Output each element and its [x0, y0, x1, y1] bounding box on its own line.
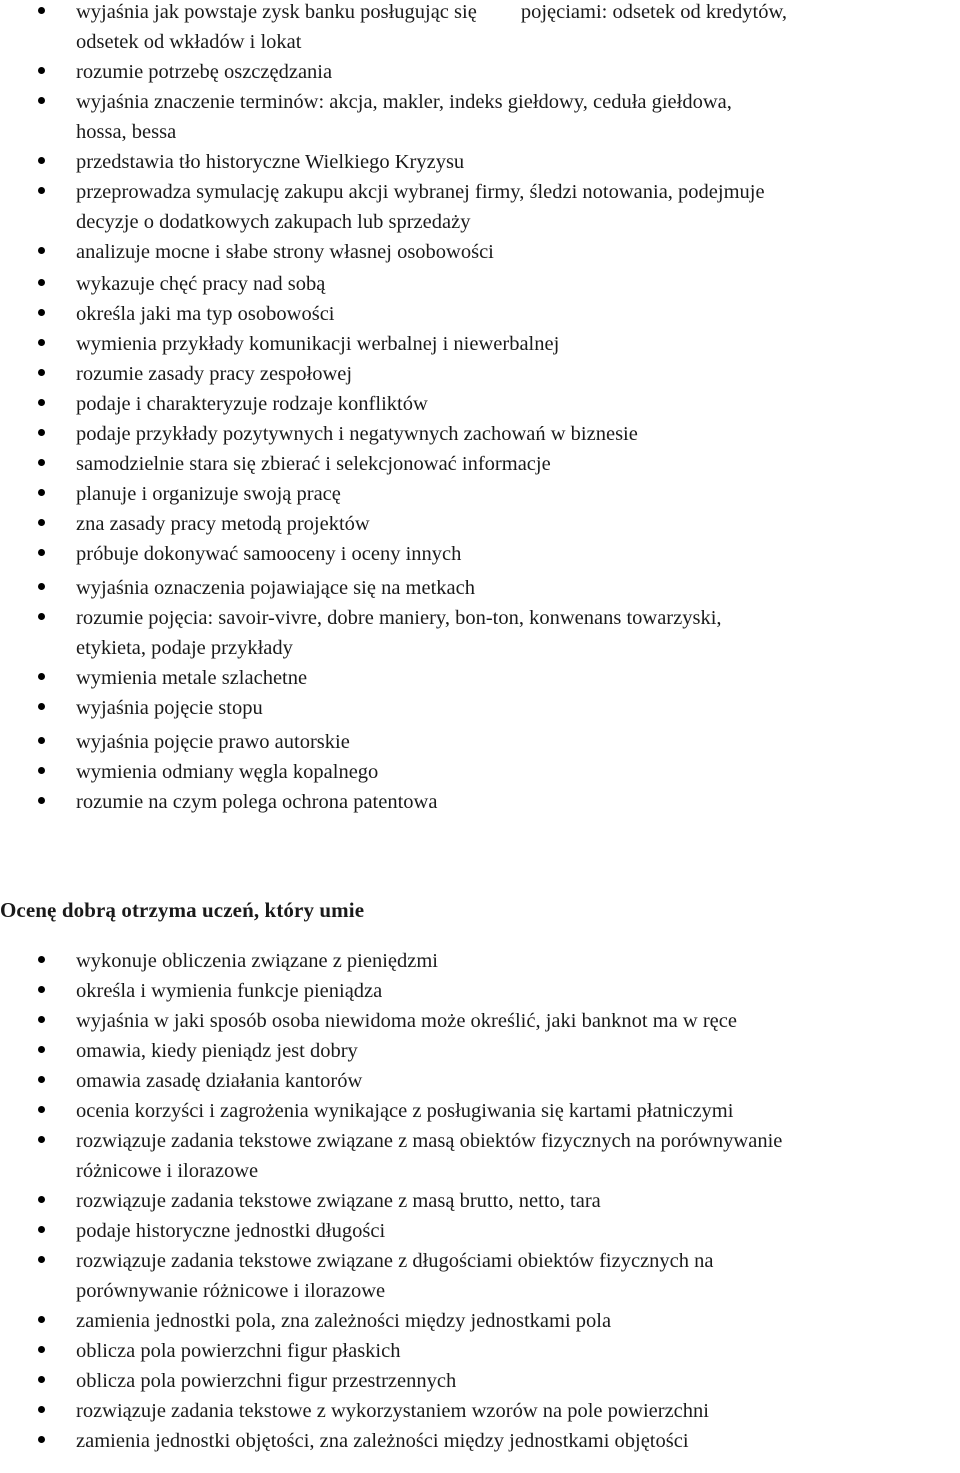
bullet-icon — [38, 1316, 45, 1323]
list-item — [0, 419, 960, 449]
list-item-text: wyjaśnia oznaczenia pojawiające się na metkach — [76, 577, 475, 599]
bullet-icon — [38, 1136, 45, 1143]
bullet-icon — [38, 279, 45, 286]
list-item — [0, 1396, 960, 1426]
bullet-icon — [38, 673, 45, 680]
list-item-text: próbuje dokonywać samooceny i oceny innych — [76, 543, 462, 565]
bullet-icon — [38, 157, 45, 164]
list-item — [0, 1186, 960, 1216]
list-item-text: hossa, bessa — [76, 121, 177, 143]
bullet-icon — [38, 1226, 45, 1233]
bullet-icon — [38, 399, 45, 406]
bullet-icon — [38, 583, 45, 590]
list-item-text: etykieta, podaje przykłady — [76, 637, 293, 659]
bullet-icon — [38, 1376, 45, 1383]
list-item — [0, 1366, 960, 1396]
bullet-icon — [38, 7, 45, 14]
list-item — [0, 237, 960, 267]
list-item-text: wymienia przykłady komunikacji werbalnej i niewerbalnej — [76, 333, 560, 355]
bullet-icon — [38, 247, 45, 254]
list-item — [0, 693, 960, 723]
list-item-text: różnicowe i ilorazowe — [76, 1160, 259, 1182]
bullet-icon — [38, 429, 45, 436]
bullet-icon — [38, 1436, 45, 1443]
list-item — [0, 757, 960, 787]
list-item — [0, 509, 960, 539]
list-item-text: wyjaśnia pojęcie stopu — [76, 697, 263, 719]
list-item-text: zna zasady pracy metodą projektów — [76, 513, 370, 535]
bullet-icon — [38, 97, 45, 104]
bullet-icon — [38, 986, 45, 993]
list-item — [0, 479, 960, 509]
list-item-text: zamienia jednostki objętości, zna zależności między jednostkami objętości — [76, 1430, 689, 1452]
bullet-icon — [38, 309, 45, 316]
list-item-text: podaje przykłady pozytywnych i negatywnych zachowań w biznesie — [76, 423, 638, 445]
list-item — [0, 1126, 960, 1186]
list-item-text: omawia, kiedy pieniądz jest dobry — [76, 1040, 358, 1062]
list-item-text: wyjaśnia w jaki sposób osoba niewidoma może określić, jaki banknot ma w ręce — [76, 1010, 737, 1032]
list-item — [0, 1306, 960, 1336]
list-item-text: wyjaśnia pojęcie prawo autorskie — [76, 731, 350, 753]
list-item-text: rozumie na czym polega ochrona patentowa — [76, 791, 438, 813]
list-item — [0, 177, 960, 237]
list-item — [0, 1096, 960, 1126]
bullet-icon — [38, 1196, 45, 1203]
list-item — [0, 389, 960, 419]
list-item — [0, 539, 960, 569]
list-item-text: wykazuje chęć pracy nad sobą — [76, 273, 326, 295]
list-item-text: porównywanie różnicowe i ilorazowe — [76, 1280, 386, 1302]
bullet-icon — [38, 549, 45, 556]
bullet-icon — [38, 1076, 45, 1083]
list-item-text: wyjaśnia znaczenie terminów: akcja, makler, indeks giełdowy, ceduła giełdowa, — [76, 91, 732, 113]
bullet-icon — [38, 1016, 45, 1023]
list-item-text: rozwiązuje zadania tekstowe z wykorzystaniem wzorów na pole powierzchni — [76, 1400, 709, 1422]
list-item-text: odsetek od wkładów i lokat — [76, 31, 302, 53]
list-item-text-part: wyjaśnia jak powstaje zysk banku posługując się — [76, 1, 477, 23]
bullet-icon — [38, 489, 45, 496]
list-item — [0, 87, 960, 147]
list-item — [0, 269, 960, 299]
list-item-text: oblicza pola powierzchni figur przestrzennych — [76, 1370, 457, 1392]
list-item-text-tabbed: pojęciami: odsetek od kredytów, — [520, 1, 788, 23]
bullet-icon — [38, 187, 45, 194]
list-item-text: podaje historyczne jednostki długości — [76, 1220, 386, 1242]
list-item-text: przedstawia tło historyczne Wielkiego Kryzysu — [76, 151, 465, 173]
list-item — [0, 1066, 960, 1096]
bullet-icon — [38, 339, 45, 346]
grade-heading: Ocenę dobrą otrzyma uczeń, który umie — [0, 898, 365, 922]
bullet-icon — [38, 67, 45, 74]
list-item — [0, 57, 960, 87]
bullet-icon — [38, 797, 45, 804]
list-item-text: określa jaki ma typ osobowości — [76, 303, 335, 325]
list-item-text: rozwiązuje zadania tekstowe związane z masą obiektów fizycznych na porównywanie — [76, 1130, 783, 1152]
list-item — [0, 727, 960, 757]
list-item — [0, 1216, 960, 1246]
list-item-text: podaje i charakteryzuje rodzaje konfliktów — [76, 393, 428, 415]
list-item-text: samodzielnie stara się zbierać i selekcjonować informacje — [76, 453, 551, 475]
list-item-text — [76, 0, 956, 27]
list-item-text: rozwiązuje zadania tekstowe związane z masą brutto, netto, tara — [76, 1190, 601, 1212]
list-item-text: rozumie zasady pracy zespołowej — [76, 363, 353, 385]
criteria-list-good-grade — [0, 946, 960, 1456]
list-item — [0, 329, 960, 359]
list-item — [0, 359, 960, 389]
bullet-icon — [38, 519, 45, 526]
list-item — [0, 787, 960, 817]
list-item-text: zamienia jednostki pola, zna zależności między jednostkami pola — [76, 1310, 612, 1332]
list-item-text: analizuje mocne i słabe strony własnej osobowości — [76, 241, 494, 263]
bullet-icon — [38, 613, 45, 620]
list-item — [0, 1006, 960, 1036]
list-item — [0, 147, 960, 177]
list-item-text: planuje i organizuje swoją pracę — [76, 483, 341, 505]
bullet-icon — [38, 1106, 45, 1113]
bullet-icon — [38, 737, 45, 744]
list-item-text: przeprowadza symulację zakupu akcji wybranej firmy, śledzi notowania, podejmuje — [76, 181, 765, 203]
list-item-text: oblicza pola powierzchni figur płaskich — [76, 1340, 401, 1362]
list-item-text: wymienia metale szlachetne — [76, 667, 308, 689]
bullet-icon — [38, 1406, 45, 1413]
list-item — [0, 1036, 960, 1066]
list-item-text: wymienia odmiany węgla kopalnego — [76, 761, 379, 783]
list-item-text: ocenia korzyści i zagrożenia wynikające z posługiwania się kartami płatniczymi — [76, 1100, 734, 1122]
list-item-text: rozumie potrzebę oszczędzania — [76, 61, 333, 83]
list-item — [0, 1336, 960, 1366]
list-item-text: decyzje o dodatkowych zakupach lub sprzedaży — [76, 211, 471, 233]
list-item — [0, 449, 960, 479]
list-item — [0, 573, 960, 603]
bullet-icon — [38, 369, 45, 376]
bullet-icon — [38, 703, 45, 710]
list-item — [0, 603, 960, 663]
list-item-text: omawia zasadę działania kantorów — [76, 1070, 363, 1092]
list-item — [0, 1426, 960, 1456]
list-item — [0, 946, 960, 976]
list-item — [0, 976, 960, 1006]
bullet-icon — [38, 767, 45, 774]
bullet-icon — [38, 459, 45, 466]
list-item-text: rozumie pojęcia: savoir-vivre, dobre maniery, bon-ton, konwenans towarzyski, — [76, 607, 722, 629]
list-item — [0, 1246, 960, 1306]
list-item-text: rozwiązuje zadania tekstowe związane z długościami obiektów fizycznych na — [76, 1250, 714, 1272]
bullet-icon — [38, 1256, 45, 1263]
list-item — [0, 299, 960, 329]
list-item-text: określa i wymienia funkcje pieniądza — [76, 980, 383, 1002]
list-item — [0, 0, 960, 57]
bullet-icon — [38, 956, 45, 963]
bullet-icon — [38, 1046, 45, 1053]
list-item-text: wykonuje obliczenia związane z pieniędzmi — [76, 950, 439, 972]
bullet-icon — [38, 1346, 45, 1353]
list-item — [0, 663, 960, 693]
